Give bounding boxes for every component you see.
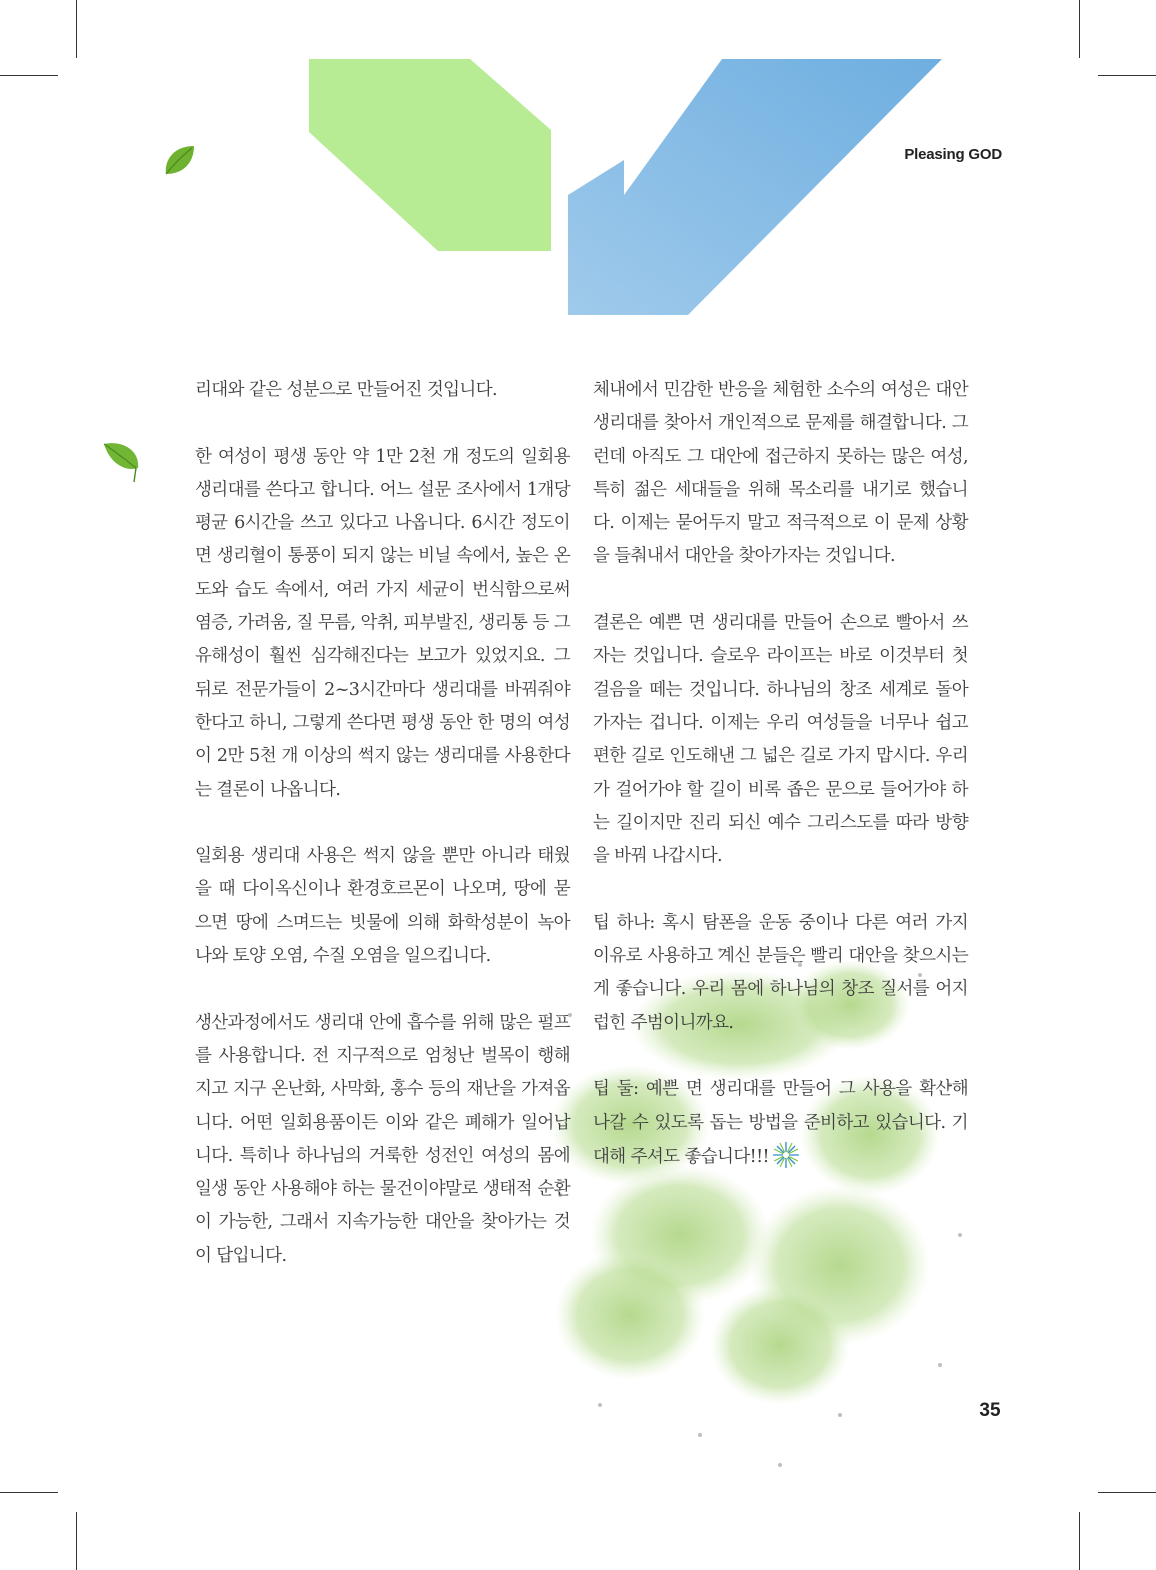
crop-mark — [0, 75, 58, 76]
blue-geometric-shape — [560, 50, 950, 320]
crop-mark — [1098, 75, 1156, 76]
crop-mark — [76, 1512, 77, 1570]
leaf-icon — [160, 140, 200, 180]
crop-mark — [0, 1492, 58, 1493]
paragraph: 팁 하나: 혹시 탐폰을 운동 중이나 다른 여러 가지 이유로 사용하고 계신 분들은 빨리 대안을 찾으시는 게 좋습니다. 우리 몸에 하나님의 창조 질서를 어지럽힌 주범이니까요. — [593, 912, 968, 1033]
article-right-column — [593, 374, 968, 1174]
paragraph: 결론은 예쁜 면 생리대를 만들어 손으로 빨아서 쓰자는 것입니다. 슬로우 라이프는 바로 이것부터 첫걸음을 떼는 것입니다. 하나님의 창조 세계로 돌아가자는 겁니다. 이제는 우리 여성들을 너무나 쉽고 편한 길로 인도해낸 그 넓은 길로 가지 맙시다. 우리가 걸어가야 할 길이 비록 좁은 문으로 들어가야 하는 길이지만 진리 되신 예수 그리스도를 따라 방향을 바꿔 나갑시다. — [593, 613, 968, 867]
paragraph: 일회용 생리대 사용은 썩지 않을 뿐만 아니라 태웠을 때 다이옥신이나 환경호르몬이 나오며, 땅에 묻으면 땅에 스며드는 빗물에 의해 화학성분이 녹아 나와 토양 오염, 수질 오염을 일으킵니다. — [195, 846, 570, 967]
page-number: 35 — [979, 1400, 1001, 1421]
leaf-icon — [100, 438, 144, 486]
sparkle-icon — [771, 1140, 801, 1170]
crop-mark — [1079, 0, 1080, 58]
paragraph: 리대와 같은 성분으로 만들어진 것입니다. — [195, 380, 497, 400]
crop-mark — [76, 0, 77, 58]
paragraph: 생산과정에서도 생리대 안에 흡수를 위해 많은 펄프를 사용합니다. 전 지구적으로 엄청난 벌목이 행해지고 지구 온난화, 사막화, 홍수 등의 재난을 가져옵니다. 어떤 일회용품이든 이와 같은 폐해가 일어납니다. 특히나 하나님의 거룩한 성전인 여성의 몸에 일생 동안 사용해야 하는 물건이야말로 생태적 순환이 가능한, 그래서 지속가능한 대안을 찾아가는 것이 답입니다. — [195, 1012, 570, 1266]
section-label: Pleasing GOD — [904, 146, 1002, 163]
paragraph-with-sparkle — [593, 1073, 968, 1174]
crop-mark — [1098, 1492, 1156, 1493]
paragraph: 체내에서 민감한 반응을 체험한 소수의 여성은 대안 생리대를 찾아서 개인적으로 문제를 해결합니다. 그런데 아직도 그 대안에 접근하지 못하는 많은 여성, 특히 젊은 세대들을 위해 목소리를 내기로 했습니다. 이제는 묻어두지 말고 적극적으로 이 문제 상황을 들춰내서 대안을 찾아가자는 것입니다. — [593, 380, 968, 567]
article-left-column — [195, 374, 570, 1306]
paragraph: 팁 둘: 예쁜 면 생리대를 만들어 그 사용을 확산해 나갈 수 있도록 돕는 방법을 준비하고 있습니다. 기대해 주셔도 좋습니다!!! — [593, 1079, 968, 1167]
green-geometric-shape — [300, 50, 560, 260]
crop-mark — [1079, 1512, 1080, 1570]
paragraph: 한 여성이 평생 동안 약 1만 2천 개 정도의 일회용 생리대를 쓴다고 합니다. 어느 설문 조사에서 1개당 평균 6시간을 쓰고 있다고 나옵니다. 6시간 정도이면 생리혈이 통풍이 되지 않는 비닐 속에서, 높은 온도와 습도 속에서, 여러 가지 세균이 번식함으로써 염증, 가려움, 질 무름, 악취, 피부발진, 생리통 등 그 유해성이 훨씬 심각해진다는 보고가 있었지요. 그 뒤로 전문가들이 2~3시간마다 생리대를 바꿔줘야 한다고 하니, 그렇게 쓴다면 평생 동안 한 명의 여성이 2만 5천 개 이상의 썩지 않는 생리대를 사용한다는 결론이 나옵니다. — [195, 446, 570, 800]
